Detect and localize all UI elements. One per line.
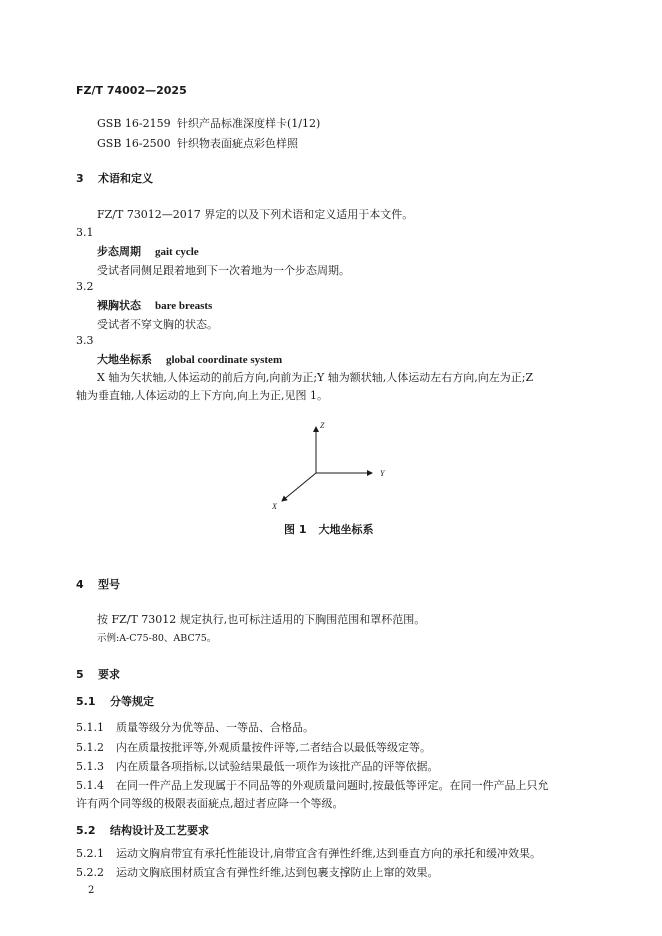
section-3-heading [76,170,153,186]
clause-item [76,777,549,793]
section-3-intro: FZ/T 73012—2017 界定的以及下列术语和定义适用于本文件。 [97,208,414,221]
example-note: 示例:A-C75-80、ABC75。 [97,633,217,644]
standard-code-header: FZ/T 74002—2025 [76,84,187,97]
subsection-number: 5.1 [76,695,96,708]
term-definition: 受试者不穿文胸的状态。 [97,318,218,331]
term-number: 3.2 [76,280,94,293]
coordinate-system-figure [260,415,400,515]
section-number: 4 [76,578,84,591]
z-axis-label: Z [320,421,325,430]
term-definition-line: 轴为垂直轴,人体运动的上下方向,向上为正,见图 1。 [76,389,328,402]
reference-code: GSB 16-2159 [97,117,171,130]
x-axis [282,473,316,501]
subsection-title: 结构设计及工艺要求 [110,824,209,837]
subsection-number: 5.2 [76,824,96,837]
clause-number: 5.1.3 [76,760,104,773]
term-en: global coordinate system [166,354,283,366]
section-title: 型号 [98,578,120,591]
term-en: gait cycle [155,246,199,258]
subsection-5-2-heading [76,822,209,838]
clause-text: 运动文胸底围材质宜含有弹性纤维,达到包裹支撑防止上窜的效果。 [116,866,439,879]
clause-text: 在同一件产品上发现属于不同品等的外观质量问题时,按最低等评定。在同一件产品上只允 [116,779,549,792]
clause-number: 5.1.2 [76,741,104,754]
clause-text: 内在质量各项指标,以试验结果最低一项作为该批产品的评等依据。 [116,760,439,773]
section-title: 要求 [98,668,120,681]
reference-title: 针织物表面疵点彩色样照 [177,137,298,150]
clause-number: 5.2.2 [76,866,104,879]
clause-number: 5.2.1 [76,847,104,860]
reference-code: GSB 16-2500 [97,137,171,150]
figure-label: 图 1 [284,523,307,536]
reference-title: 针织产品标准深度样卡(1/12) [177,117,321,130]
x-axis-label: X [272,502,277,511]
term-heading [97,243,199,259]
term-number: 3.3 [76,334,94,347]
page-number: 2 [88,885,95,896]
section-5-heading [76,666,120,682]
term-zh: 步态周期 [97,245,141,258]
clause-text: 内在质量按批评等,外观质量按件评等,二者结合以最低等级定等。 [116,741,431,754]
clause-item [76,845,541,861]
section-number: 3 [76,172,84,185]
term-definition-line: X 轴为矢状轴,人体运动的前后方向,向前为正;Y 轴为额状轴,人体运动左右方向,向左为正;Z [97,371,534,384]
term-number: 3.1 [76,226,94,239]
term-zh: 大地坐标系 [97,353,152,366]
clause-number: 5.1.1 [76,721,104,734]
clause-item [76,719,314,735]
section-4-heading [76,576,120,592]
figure-title: 大地坐标系 [318,523,374,536]
term-definition: 受试者同侧足跟着地到下一次着地为一个步态周期。 [97,264,350,277]
term-en: bare breasts [155,300,213,312]
reference-item [97,135,298,151]
subsection-5-1-heading [76,693,154,709]
clause-text: 运动文胸肩带宜有承托性能设计,肩带宜含有弹性纤维,达到垂直方向的承托和缓冲效果。 [116,847,541,860]
clause-item [76,864,439,880]
subsection-title: 分等规定 [110,695,154,708]
clause-number: 5.1.4 [76,779,104,792]
term-heading [97,351,282,367]
clause-item [76,758,439,774]
term-zh: 裸胸状态 [97,299,141,312]
clause-text-continued: 许有两个同等级的极限表面疵点,超过者应降一个等级。 [76,797,344,810]
term-heading [97,297,212,313]
y-axis-label: Y [380,469,385,478]
clause-item [76,739,431,755]
section-number: 5 [76,668,84,681]
section-4-text: 按 FZ/T 73012 规定执行,也可标注适用的下胸围范围和罩杯范围。 [97,613,426,626]
clause-text: 质量等级分为优等品、一等品、合格品。 [116,721,314,734]
reference-item [97,115,320,131]
figure-caption [284,521,373,537]
section-title: 术语和定义 [98,172,153,185]
